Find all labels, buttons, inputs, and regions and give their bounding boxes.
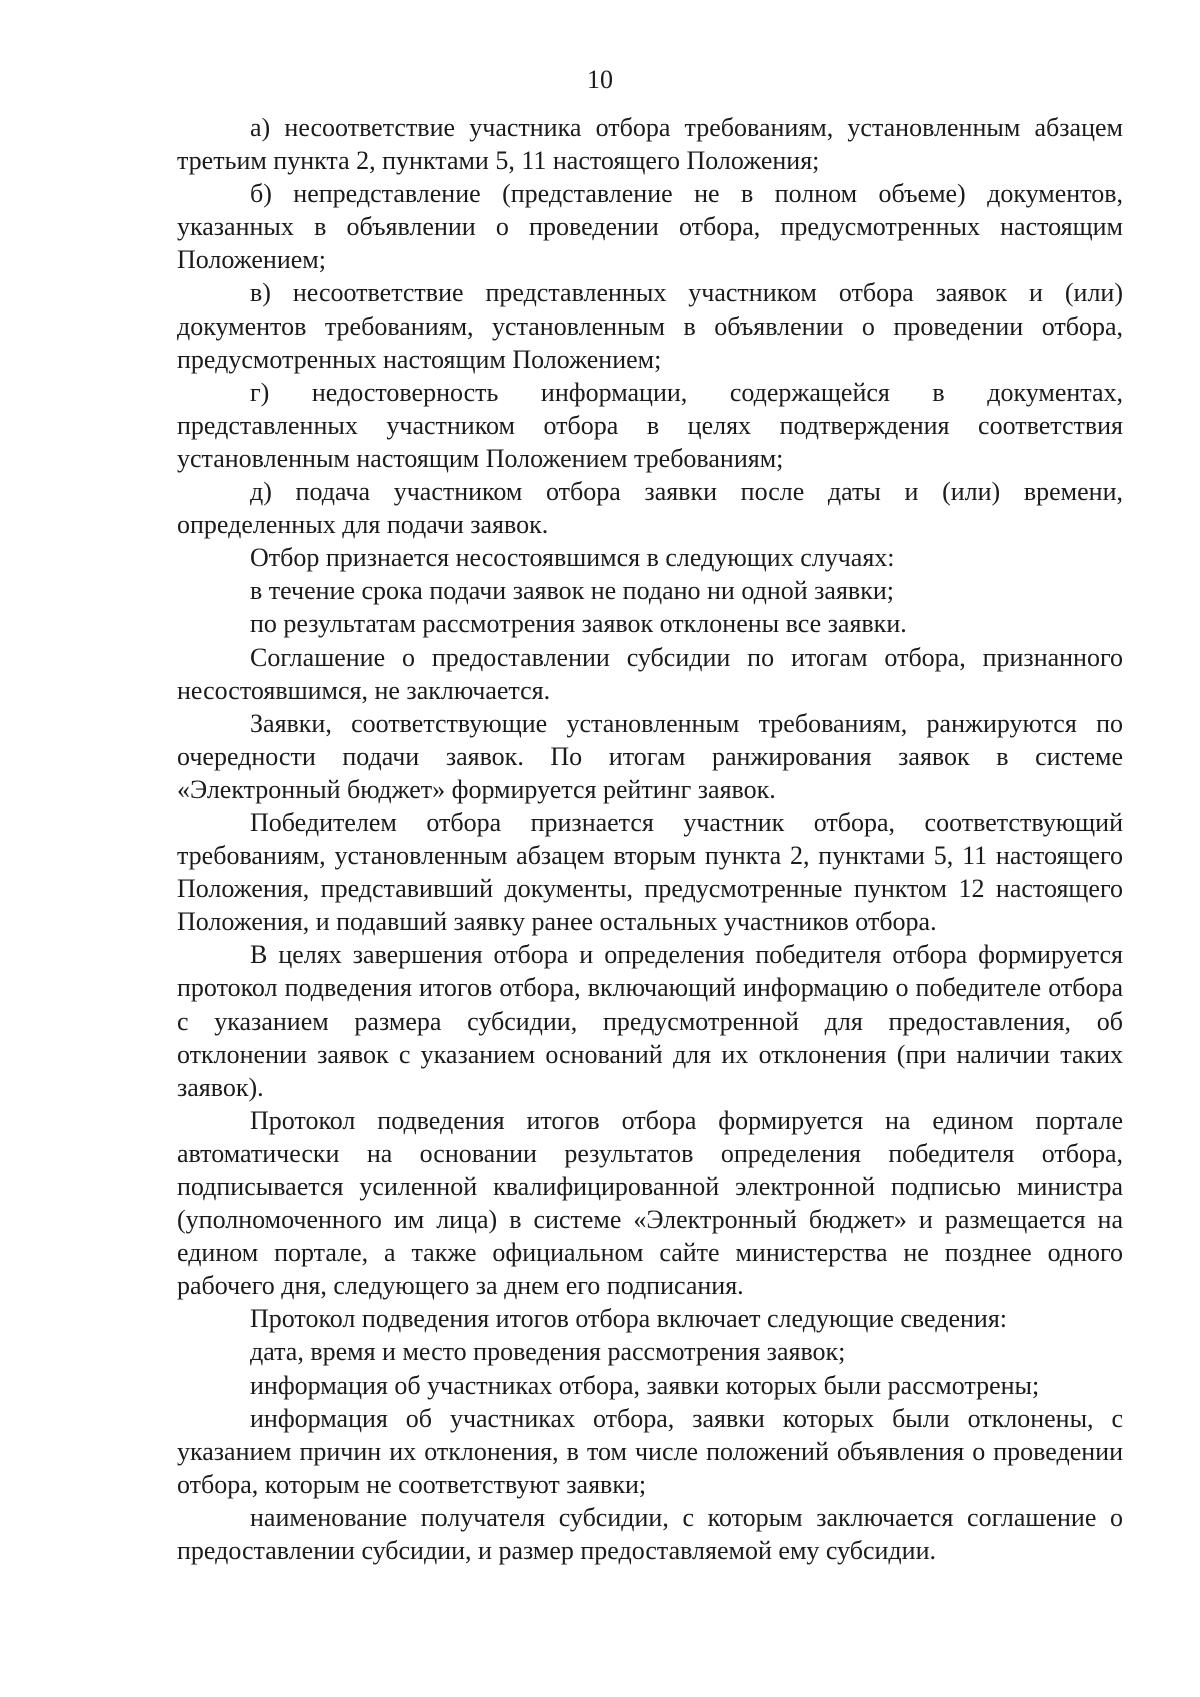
paragraph-reason-e: д) подача участником отбора заявки после даты и (или) времени, определенных для подачи заявок. bbox=[177, 477, 1123, 540]
paragraph-failed-selection: Отбор признается несостоявшимся в следующих случаях: bbox=[250, 543, 895, 573]
page-number: 10 bbox=[587, 65, 613, 94]
paragraph-item-rejected: информация об участниках отбора, заявки которых были отклонены, с указанием причин их отклонения, в том числе положений объявления о проведении отбора, которым не соответствуют заявки; bbox=[177, 1403, 1123, 1499]
paragraph-item-date-place: дата, время и место проведения рассмотрения заявок; bbox=[250, 1337, 846, 1367]
paragraph-no-applications: в течение срока подачи заявок не подано ни одной заявки; bbox=[250, 576, 894, 606]
paragraph-reason-b: б) непредставление (представление не в полном объеме) документов, указанных в объявлении о проведении отбора, предусмотренных настоящим Положением; bbox=[177, 179, 1123, 275]
paragraph-protocol-portal: Протокол подведения итогов отбора формируется на едином портале автоматически на основании результатов определения победителя отбора, подписывается усиленной квалифицированной электронной подписью министра (уполномоченного им лица) в системе «Электронный бюджет» и размещается на едином портале, а также официальном сайте министерства не позднее одного рабочего дня, следующего за днем его подписания. bbox=[177, 1105, 1123, 1301]
document-body bbox=[177, 111, 1123, 1567]
paragraph-item-recipient: наименование получателя субсидии, с которым заключается соглашение о предоставлении субсидии, и размер предоставляемой ему субсидии. bbox=[177, 1502, 1123, 1566]
paragraph-protocol-contents: Протокол подведения итогов отбора включает следующие сведения: bbox=[250, 1304, 1007, 1334]
paragraph-no-agreement: Соглашение о предоставлении субсидии по итогам отбора, признанного несостоявшимся, не заключается. bbox=[177, 642, 1123, 705]
paragraph-all-rejected: по результатам рассмотрения заявок отклонены все заявки. bbox=[250, 609, 907, 639]
paragraph-protocol-formation: В целях завершения отбора и определения победителя отбора формируется протокол подведения итогов отбора, включающий информацию о победителе отбора с указанием размера субсидии, предусмотренной для предоставления, об отклонении заявок с указанием оснований для их отклонения (при наличии таких заявок). bbox=[177, 940, 1123, 1102]
paragraph-reason-c: в) несоответствие представленных участником отбора заявок и (или) документов требованиям, установленным в объявлении о проведении отбора, предусмотренных настоящим Положением; bbox=[177, 278, 1123, 374]
paragraph-ranking: Заявки, соответствующие установленным требованиям, ранжируются по очередности подачи заявок. По итогам ранжирования заявок в системе «Электронный бюджет» формируется рейтинг заявок. bbox=[177, 708, 1123, 804]
paragraph-reason-d: г) недостоверность информации, содержащейся в документах, представленных участником отбора в целях подтверждения соответствия установленным настоящим Положением требованиям; bbox=[177, 377, 1123, 473]
paragraph-winner: Победителем отбора признается участник отбора, соответствующий требованиям, установленным абзацем вторым пункта 2, пунктами 5, 11 настоящего Положения, представивший документы, предусмотренные пунктом 12 настоящего Положения, и подавший заявку ранее остальных участников отбора. bbox=[177, 807, 1123, 937]
paragraph-reason-a: а) несоответствие участника отбора требованиям, установленным абзацем третьим пункта 2, пунктами 5, 11 настоящего Положения; bbox=[177, 113, 1123, 176]
paragraph-item-reviewed: информация об участниках отбора, заявки которых были рассмотрены; bbox=[250, 1370, 1040, 1400]
